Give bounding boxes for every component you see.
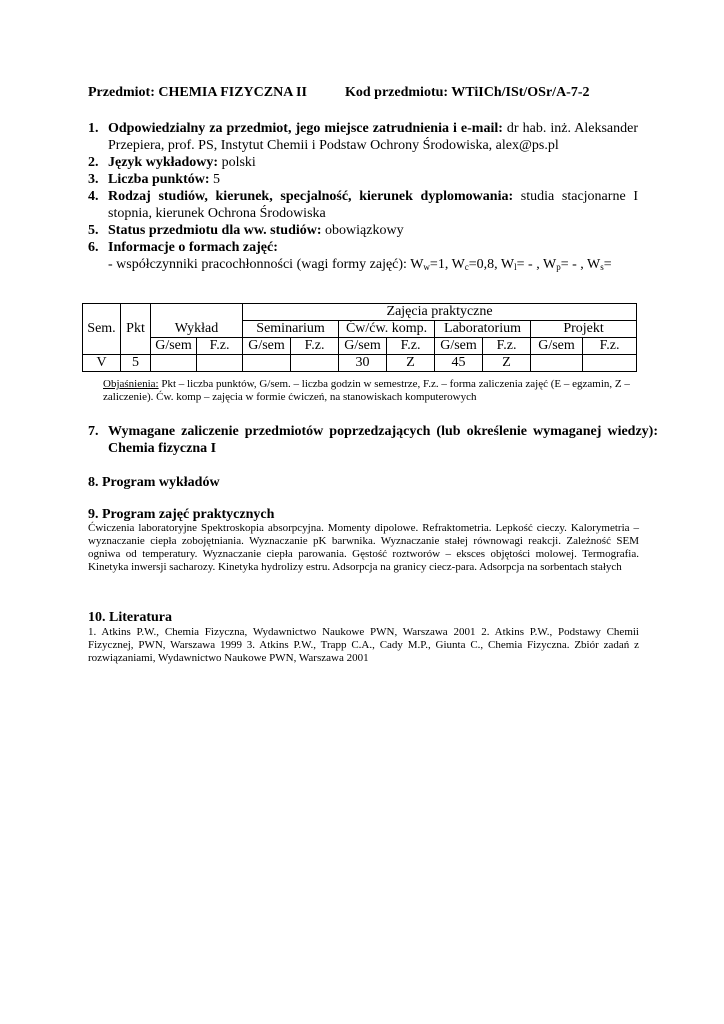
col-projekt: Projekt (531, 321, 637, 338)
subcol-gsem: G/sem (435, 338, 483, 355)
section-literature-heading: 10. Literatura (88, 610, 172, 625)
section-practical-text: Ćwiczenia laboratoryjne Spektroskopia absorpcyjna. Momenty dipolowe. Refraktometria. Lepkość cieczy. Kalorymetria – wyznaczanie ciepła zobojętniania. Wyznaczanie pK barwnika. Wyznaczanie stałej równowagi reakcji. Zależność SEM ogniwa od temperatury. Wyznaczanie ciepła parowania. Gęstość roztworów – eksces objętości molowej. Termografia. Kinetyka inwersji sacharozy. Kinetyka hydrolizy estru. Adsorpcja na granicy ciecz-para. Adsorpcja na sorbentach stałych (88, 522, 639, 573)
section-lectures-heading: 8. Program wykładów (88, 475, 220, 490)
subcol-gsem: G/sem (151, 338, 197, 355)
table-cell: Z (483, 355, 531, 372)
col-practical: Zajęcia praktyczne (243, 304, 637, 321)
table-cell: V (83, 355, 121, 372)
subcol-fz: F.z. (197, 338, 243, 355)
col-wyklad: Wykład (151, 304, 243, 338)
table-cell: 5 (121, 355, 151, 372)
table-cell: 45 (435, 355, 483, 372)
info-item-status: 5. Status przedmiotu dla ww. studiów: obowiązkowy (88, 223, 404, 238)
col-seminarium: Seminarium (243, 321, 339, 338)
subcol-fz: F.z. (583, 338, 637, 355)
col-laboratorium: Laboratorium (435, 321, 531, 338)
subcol-fz: F.z. (483, 338, 531, 355)
info-item-responsible: 1. Odpowiedzialny za przedmiot, jego miejsce zatrudnienia i e-mail: dr hab. inż. Aleksander Przepiera, prof. PS, Instytut Chemii i Podstaw Ochrony Środowiska, alex@ps.pl (88, 121, 638, 153)
table-subheader-row (83, 338, 637, 355)
col-pkt: Pkt (121, 304, 151, 355)
note-text: Pkt – liczba punktów, G/sem. – liczba godzin w semestrze, F.z. – forma zaliczenia zajęć (E – egzamin, Z – zaliczenie). Ćw. komp – zajęcia w formie ćwiczeń, na stanowiskach komputerowych (103, 378, 630, 403)
section-practical-heading: 9. Program zajęć praktycznych (88, 507, 275, 522)
document-header (88, 85, 590, 101)
hours-table (82, 303, 637, 372)
subject-title: Przedmiot: CHEMIA FIZYCZNA II (88, 85, 307, 100)
info-item-language: 2. Język wykładowy: polski (88, 155, 256, 170)
section-prerequisites: 7. Wymagane zaliczenie przedmiotów poprzedzających (lub określenie wymaganej wiedzy): Chemia fizyczna I (88, 424, 658, 456)
table-cell (291, 355, 339, 372)
info-item-study-type: 4. Rodzaj studiów, kierunek, specjalność, kierunek dyplomowania: studia stacjonarne I stopnia, kierunek Ochrona Środowiska (88, 189, 638, 221)
info-item-points: 3. Liczba punktów: 5 (88, 172, 221, 187)
table-cell (583, 355, 637, 372)
table-cell (197, 355, 243, 372)
table-row (83, 355, 637, 372)
subcol-gsem: G/sem (243, 338, 291, 355)
section-literature-text: 1. Atkins P.W., Chemia Fizyczna, Wydawnictwo Naukowe PWN, Warszawa 2001 2. Atkins P.W., Podstawy Chemii Fizycznej, PWN, Warszawa 1999 3. Atkins P.W., Trapp C.A., Cady M.P., Giunta C., Chemia Fizyczna. Zbiór zadań z rozwiązaniami, Wydawnictwo Naukowe PWN, Warszawa 2001 (88, 626, 639, 664)
subcol-gsem: G/sem (531, 338, 583, 355)
table-cell: Z (387, 355, 435, 372)
col-cwiczenia: Ćw/ćw. komp. (339, 321, 435, 338)
workload-coefficients: - współczynniki pracochłonności (wagi formy zajęć): $W_w=1$, $W_c=0,8$, $W_l=$ - , $W_p=$ - , $W_s=$ (108, 257, 612, 272)
table-header-row (83, 304, 637, 321)
subcol-fz: F.z. (387, 338, 435, 355)
note-label: Objaśnienia: (103, 378, 159, 390)
subcol-fz: F.z. (291, 338, 339, 355)
info-item-forms: 6. Informacje o formach zajęć: - współczynniki pracochłonności (wagi formy zajęć): $W_w=1$, $W_c=0,8$, $W_l=$ - , $W_p=$ - , $W_s=$ (88, 239, 638, 273)
subject-code: Kod przedmiotu: WTiICh/ISt/OSr/A-7-2 (345, 85, 590, 100)
course-info-list (88, 120, 638, 273)
subcol-gsem: G/sem (339, 338, 387, 355)
col-sem: Sem. (83, 304, 121, 355)
table-legend-note (103, 378, 643, 404)
table-cell (243, 355, 291, 372)
table-cell: 30 (339, 355, 387, 372)
table-cell (151, 355, 197, 372)
table-cell (531, 355, 583, 372)
